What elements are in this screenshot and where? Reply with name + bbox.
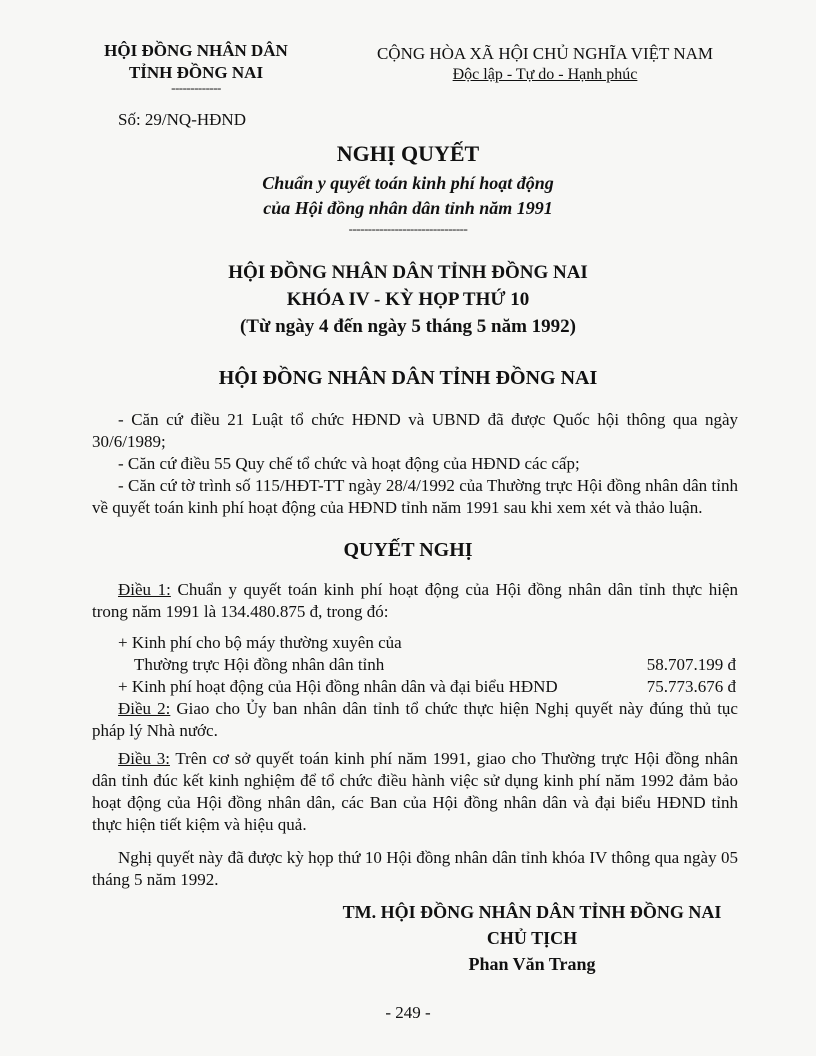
issuer-province: TỈNH ĐỒNG NAI bbox=[128, 63, 264, 82]
council-heading: HỘI ĐỒNG NHÂN DÂN TỈNH ĐỒNG NAI bbox=[228, 262, 588, 283]
resolve-heading: QUYẾT NGHỊ bbox=[343, 539, 473, 561]
article-1 bbox=[92, 579, 738, 623]
title-divider: ------------------------------- bbox=[348, 221, 468, 236]
article-1-item-1-line-2: Thường trực Hội đồng nhân dân tỉnh bbox=[134, 655, 385, 674]
authority-heading: HỘI ĐỒNG NHÂN DÂN TỈNH ĐỒNG NAI bbox=[218, 367, 598, 389]
article-3-label: Điều 3: bbox=[118, 749, 170, 768]
council-session: KHÓA IV - KỲ HỌP THỨ 10 bbox=[286, 289, 530, 310]
article-1-item-2-amount: 75.773.676 đ bbox=[646, 677, 736, 696]
article-3-text: Trên cơ sở quyết toán kinh phí năm 1991, giao cho Thường trực Hội đồng nhân dân tỉnh đúc kết kinh nghiệm để tổ chức điều hành việc sử dụng kinh phí năm 1992 đảm bảo hoạt động của Hội đồng nhân dân, các Ban của Hội đồng nhân dân và đại biểu HĐND tỉnh thực hiện tiết kiệm và hiệu quả. bbox=[92, 749, 738, 834]
preamble-item: - Căn cứ điều 55 Quy chế tổ chức và hoạt động của HĐND các cấp; bbox=[118, 454, 580, 473]
article-3 bbox=[92, 748, 738, 836]
signature-title: CHỦ TỊCH bbox=[486, 928, 578, 948]
issuer-name: HỘI ĐỒNG NHÂN DÂN bbox=[104, 41, 288, 60]
preamble-item: - Căn cứ tờ trình số 115/HĐT-TT ngày 28/4/1992 của Thường trực Hội đồng nhân dân tỉnh về quyết toán kinh phí hoạt động của HĐND tỉnh năm 1991 sau khi xem xét và thảo luận. bbox=[92, 476, 738, 517]
article-2-label: Điều 2: bbox=[118, 699, 171, 718]
article-1-item-2-text: + Kinh phí hoạt động của Hội đồng nhân dân và đại biểu HĐND bbox=[118, 677, 558, 696]
page-number: - 249 - bbox=[385, 1003, 431, 1022]
article-2-text: Giao cho Ủy ban nhân dân tỉnh tổ chức thực hiện Nghị quyết này đúng thủ tục pháp lý Nhà nước. bbox=[92, 699, 738, 740]
document-subtitle-1: Chuẩn y quyết toán kinh phí hoạt động bbox=[262, 173, 554, 193]
article-1-item-1-amount: 58.707.199 đ bbox=[646, 655, 736, 674]
closing-paragraph bbox=[92, 847, 738, 891]
closing-text: Nghị quyết này đã được kỳ họp thứ 10 Hội đồng nhân dân tỉnh khóa IV thông qua ngày 05 tháng 5 năm 1992. bbox=[92, 848, 738, 889]
document-number: Số: 29/NQ-HĐND bbox=[118, 110, 246, 129]
country-motto: Độc lập - Tự do - Hạnh phúc bbox=[452, 66, 638, 83]
article-1-text: Chuẩn y quyết toán kinh phí hoạt động của Hội đồng nhân dân tỉnh thực hiện trong năm 1991 là 134.480.875 đ, trong đó: bbox=[92, 580, 738, 621]
signature-org: TM. HỘI ĐỒNG NHÂN DÂN TỈNH ĐỒNG NAI bbox=[342, 902, 722, 922]
article-1-label: Điều 1: bbox=[118, 580, 171, 599]
signer-name: Phan Văn Trang bbox=[468, 954, 596, 974]
country-name: CỘNG HÒA XÃ HỘI CHỦ NGHĨA VIỆT NAM bbox=[376, 44, 714, 63]
preamble bbox=[92, 409, 738, 519]
council-dates: (Từ ngày 4 đến ngày 5 tháng 5 năm 1992) bbox=[239, 316, 577, 337]
article-1-item-1-line-1: + Kinh phí cho bộ máy thường xuyên của bbox=[118, 633, 402, 652]
issuer-divider: ------------- bbox=[171, 80, 221, 95]
preamble-item: - Căn cứ điều 21 Luật tổ chức HĐND và UBND đã được Quốc hội thông qua ngày 30/6/1989; bbox=[92, 410, 738, 451]
article-2 bbox=[92, 698, 738, 742]
document-subtitle-2: của Hội đồng nhân dân tỉnh năm 1991 bbox=[263, 198, 553, 218]
document-type: NGHỊ QUYẾT bbox=[336, 141, 480, 166]
